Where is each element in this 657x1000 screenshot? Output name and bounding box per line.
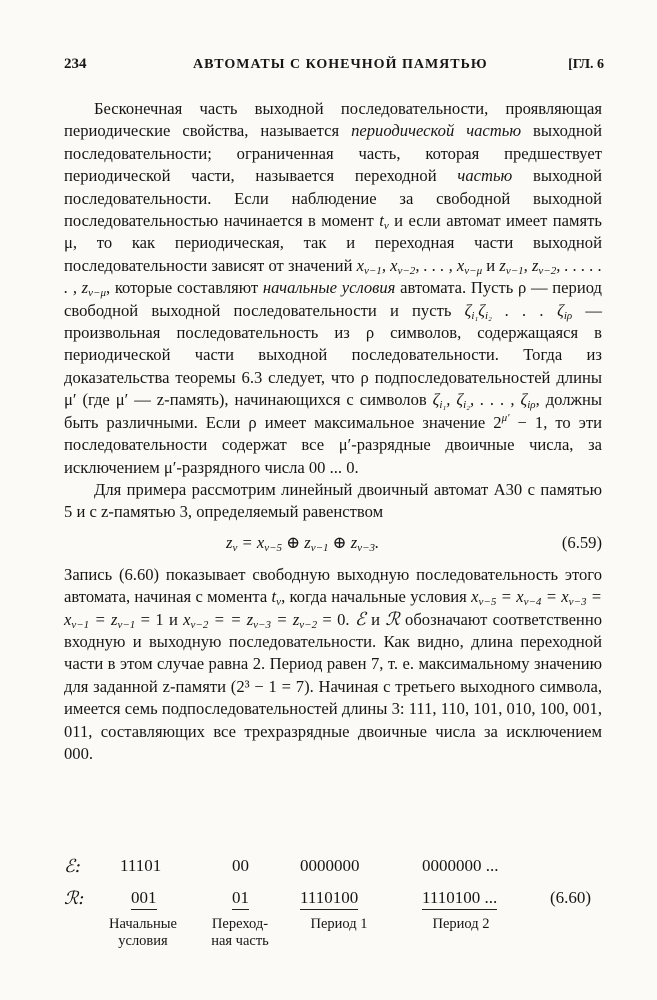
output-seq-period-2: 1110100 ... bbox=[422, 888, 497, 910]
label-period-2: Период 2 bbox=[432, 916, 490, 932]
input-sequence-row bbox=[64, 856, 608, 880]
equation-number: (6.59) bbox=[561, 532, 602, 552]
output-seq-initial: 001 bbox=[131, 888, 157, 910]
page-number: 234 bbox=[64, 56, 87, 72]
chapter-marker: [ГЛ. 6 bbox=[568, 57, 604, 72]
formula-conditions-1: $x_{\nu-5} = x_{\nu-4} = x_{\nu-3} = x_{\nu-1} = z_{\nu-1}$ bbox=[64, 587, 602, 631]
paragraph-example: Для примера рассмотрим линейный двоичный автомат A30 с памятью 5 и с z-памятью 3, определяемый равенством bbox=[64, 479, 602, 522]
formula-t-nu-2: $t_\nu$ bbox=[271, 587, 282, 609]
running-title: АВТОМАТЫ С КОНЕЧНОЙ ПАМЯТЬЮ bbox=[193, 57, 488, 72]
formula-initial-values: $x_{\nu-1}$, $x_{\nu-2}$, . . . , $x_{\nu-\mu}$ и $z_{\nu-1}$, $z_{\nu-2}$, . . . . . . , $z_{\nu-\mu}$ bbox=[64, 255, 602, 300]
term-initial-conditions: начальные условия bbox=[262, 278, 396, 298]
page-body bbox=[64, 98, 602, 765]
page-header bbox=[64, 56, 604, 76]
input-seq-period-1: 0000000 bbox=[300, 856, 360, 875]
output-sequence-symbol: ℛ: bbox=[64, 888, 85, 909]
paragraph-definitions: Бесконечная часть выходной последовательности, проявляющая периодические свойства, называется периодической частью выходной последовательности; ограниченная часть, которая предшествует периодической части, называется переходной частью выходной последовательности. Если наблюдение за свободной выходной последовательностью начинается в момент $t_\nu$ и если автомат имеет память μ, то как периодическая, так и переходная части выходной последовательности зависят от значений $x_{\nu-1}$, $x_{\nu-2}$, . . . , $x_{\nu-\mu}$ и $z_{\nu-1}$, $z_{\nu-2}$, . . . . . . , $z_{\nu-\mu}$, которые составляют начальные условия автомата. Пусть ρ — период свободной выходной последовательности и пусть $\zeta_{i_1}\zeta_{i_2}$ . . . $\zeta_{i\rho}$ — произвольная последовательность из ρ символов, содержащаяся в периодической части выходной последовательности. Тогда из доказательства теоремы 6.3 следует, что ρ подпоследовательностей длины μ′ (где μ′ — z-память), начинающихся с символов $\zeta_{i_1}$, $\zeta_{i_2}$, . . . , $\zeta_{i\rho}$, должны быть различными. Если ρ имеет максимальное значение $2^{\mu'} - 1$, то эти последовательности содержат все μ′-разрядные двоичные числа, за исключением μ′-разрядного числа 00 ... 0. bbox=[64, 99, 602, 477]
equation-formula: $z_\nu = x_{\nu-5}$ ⊕ $z_{\nu-1}$ ⊕ $z_{\nu-3}$. bbox=[226, 532, 380, 554]
formula-conditions-2: $x_{\nu-2}$ = = $z_{\nu-3} = z_{\nu-2}$ bbox=[183, 609, 318, 631]
term-transient-part: частью bbox=[457, 166, 513, 186]
sequence-table-6-60 bbox=[64, 856, 608, 956]
input-seq-initial: 11101 bbox=[120, 856, 162, 875]
input-sequence-symbol: ℰ: bbox=[64, 856, 81, 877]
formula-exponent-mu: μ′ bbox=[501, 411, 510, 424]
paragraph-explanation: Запись (6.60) показывает свободную выходную последовательность этого автомата, начиная с момента $t_\nu$, когда начальные условия $x_{\nu-5} = x_{\nu-4} = x_{\nu-3} = x_{\nu-1} = z_{\nu-1} = 1$ и $x_{\nu-2}$ = = $z_{\nu-3} = z_{\nu-2} = 0$. ℰ и ℛ обозначают соответственно входную и выходную последовательности. Как видно, длина переходной части в этом случае равна 2. Период равен 7, т. е. максимальному значению для заданной z-памяти (2³ − 1 = 7). Начиная с третьего выходного символа, имеется семь подпоследовательностей длины 3: 111, 110, 101, 010, 100, 001, 011, составляющих все трехразрядные двоичные числа за исключением 000. bbox=[64, 564, 602, 763]
output-seq-period-1: 1110100 bbox=[300, 888, 358, 910]
label-initial-conditions: Начальные условия bbox=[109, 916, 177, 949]
formula-zeta-list: $\zeta_{i_1}$, $\zeta_{i_2}$, . . . , $\zeta_{i\rho}$ bbox=[432, 390, 536, 412]
output-seq-transient: 01 bbox=[232, 888, 249, 910]
formula-t-nu: $t_\nu$ bbox=[379, 211, 389, 233]
input-seq-period-2: 0000000 ... bbox=[422, 856, 499, 875]
term-periodic-part: периодической частью bbox=[351, 121, 522, 141]
script-e-symbol: ℰ bbox=[354, 608, 366, 630]
formula-zeta-sequence: $\zeta_{i_1}\zeta_{i_2}$ . . . $\zeta_{i\rho}$ bbox=[464, 300, 573, 322]
sequence-equation-number: (6.60) bbox=[550, 888, 592, 907]
output-sequence-row bbox=[64, 888, 608, 912]
input-seq-transient: 00 bbox=[232, 856, 249, 875]
equation-6-59 bbox=[64, 524, 602, 562]
script-r-symbol: ℛ bbox=[385, 608, 400, 630]
label-transient-part: Переход- ная часть bbox=[211, 916, 269, 949]
label-period-1: Период 1 bbox=[310, 916, 368, 932]
